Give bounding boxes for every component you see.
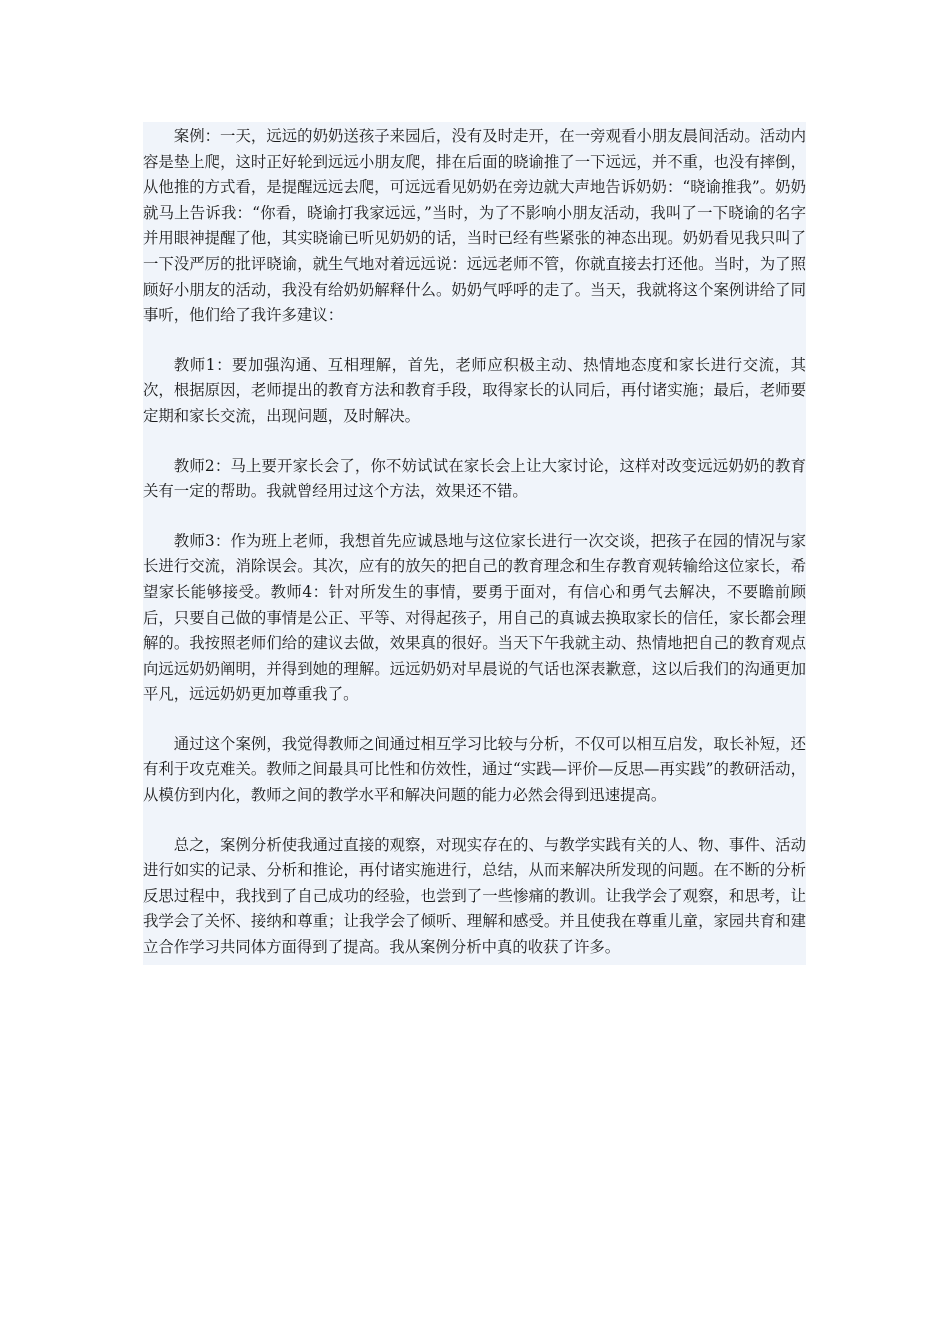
paragraph-gap bbox=[143, 809, 806, 833]
paragraph-teacher-1: 教师1：要加强沟通、互相理解，首先，老师应积极主动、热情地态度和家长进行交流，其次，根据原因，老师提出的教育方法和教育手段，取得家长的认同后，再付诸实施；最后，老师要定期和家长交流，出现问题，及时解决。 bbox=[143, 355, 806, 425]
paragraph-teacher-2: 教师2：马上要开家长会了，你不妨试试在家长会上让大家讨论，这样对改变远远奶奶的教育关有一定的帮助。我就曾经用过这个方法，效果还不错。 bbox=[143, 456, 806, 501]
paragraph-gap bbox=[143, 329, 806, 353]
paragraph-teacher-3-4: 教师3：作为班上老师，我想首先应诚恳地与这位家长进行一次交谈，把孩子在园的情况与家长进行交流，消除误会。其次，应有的放矢的把自己的教育理念和生存教育观转输给这位家长，希望家长能够接受。教师4：针对所发生的事情，要勇于面对，有信心和勇气去解决，不要瞻前顾后，只要自己做的事情是公正、平等、对得起孩子，用自己的真诚去换取家长的信任，家长都会理解的。我按照老师们给的建议去做，效果真的很好。当天下午我就主动、热情地把自己的教育观点向远远奶奶阐明，并得到她的理解。远远奶奶对早晨说的气话也深表歉意，这以后我们的沟通更加平凡，远远奶奶更加尊重我了。 bbox=[143, 531, 806, 704]
article-text-block bbox=[143, 122, 806, 965]
paragraph-conclusion: 总之，案例分析使我通过直接的观察，对现实存在的、与教学实践有关的人、物、事件、活动进行如实的记录、分析和推论，再付诸实施进行，总结，从而来解决所发现的问题。在不断的分析反思过程中，我找到了自己成功的经验，也尝到了一些惨痛的教训。让我学会了观察，和思考，让我学会了关怀、接纳和尊重；让我学会了倾听、理解和感受。并且使我在尊重儿童，家园共育和建立合作学习共同体方面得到了提高。我从案例分析中真的收获了许多。 bbox=[143, 835, 806, 957]
paragraph-reflection: 通过这个案例，我觉得教师之间通过相互学习比较与分析，不仅可以相互启发，取长补短，还有利于攻克难关。教师之间最具可比性和仿效性，通过“实践—评价—反思—再实践”的教研活动，从模仿到内化，教师之间的教学水平和解决问题的能力必然会得到迅速提高。 bbox=[143, 734, 806, 805]
paragraph-gap bbox=[143, 708, 806, 732]
paragraph-case-description: 案例：一天，远远的奶奶送孩子来园后，没有及时走开，在一旁观看小朋友晨间活动。活动内容是垫上爬，这时正好轮到远远小朋友爬，排在后面的晓谕推了一下远远，并不重，也没有摔倒，从他推的方式看，是提醒远远去爬，可远远看见奶奶在旁边就大声地告诉奶奶：“晓谕推我”。奶奶就马上告诉我：“你看，晓谕打我家远远，”当时，为了不影响小朋友活动，我叫了一下晓谕的名字并用眼神提醒了他，其实晓谕已听见奶奶的话，当时已经有些紧张的神态出现。奶奶看见我只叫了一下没严厉的批评晓谕，就生气地对着远远说：远远老师不管，你就直接去打还他。当时，为了照顾好小朋友的活动，我没有给奶奶解释什么。奶奶气呼呼的走了。当天，我就将这个案例讲给了同事听，他们给了我许多建议： bbox=[143, 127, 806, 325]
paragraph-gap bbox=[143, 505, 806, 529]
paragraph-gap bbox=[143, 430, 806, 454]
